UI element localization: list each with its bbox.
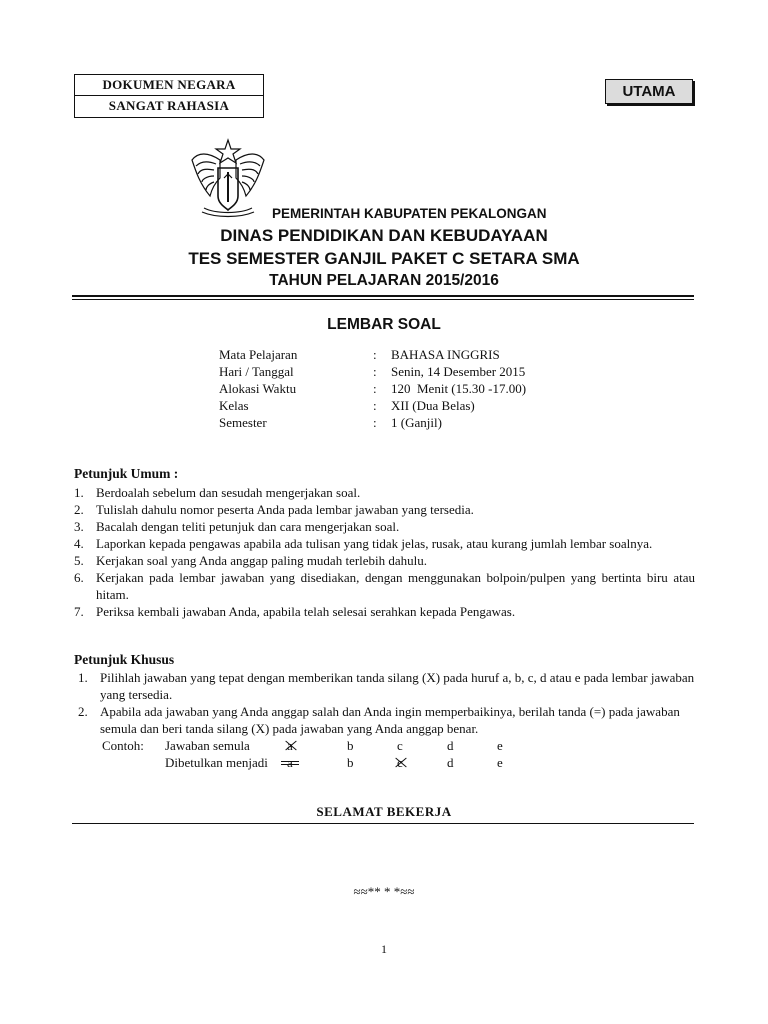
- list-item: [74, 552, 695, 569]
- option-a-struck: a: [287, 755, 293, 770]
- info-label: Mata Pelajaran: [219, 347, 298, 362]
- item-number: 3.: [74, 519, 84, 534]
- classification-line-2: SANGAT RAHASIA: [75, 95, 263, 116]
- general-instructions-list: [74, 484, 695, 620]
- info-separator: :: [373, 381, 377, 396]
- info-label: Hari / Tanggal: [219, 364, 294, 379]
- test-title: TES SEMESTER GANJIL PAKET C SETARA SMA: [188, 249, 580, 268]
- info-label: Kelas: [219, 398, 249, 413]
- info-value: BAHASA INGGRIS: [391, 347, 500, 362]
- info-label: Alokasi Waktu: [219, 381, 297, 396]
- info-separator: :: [373, 364, 377, 379]
- item-text: Bacalah dengan teliti petunjuk dan cara mengerjakan soal.: [96, 519, 400, 534]
- info-value: XII (Dua Belas): [391, 398, 475, 413]
- utama-badge: UTAMA: [605, 79, 693, 104]
- list-item: [74, 603, 695, 620]
- info-row: [219, 414, 526, 431]
- item-text: Periksa kembali jawaban Anda, apabila telah selesai serahkan kepada Pengawas.: [96, 604, 516, 619]
- item-text: Laporkan kepada pengawas apabila ada tulisan yang tidak jelas, rusak, atau kurang jumlah lembar soalnya.: [96, 536, 653, 551]
- info-label: Semester: [219, 415, 267, 430]
- item-number: 6.: [74, 570, 84, 585]
- info-row: [219, 363, 526, 380]
- item-number: 2.: [78, 704, 88, 719]
- list-item: [78, 669, 695, 703]
- item-number: 7.: [74, 604, 84, 619]
- list-item: [74, 484, 695, 501]
- item-number: 5.: [74, 553, 84, 568]
- special-instructions-title: Petunjuk Khusus: [74, 652, 175, 667]
- government-name: PEMERINTAH KABUPATEN PEKALONGAN: [272, 206, 547, 221]
- item-text: Pilihlah jawaban yang tepat dengan memberikan tanda silang (X) pada huruf a, b, c, d atau e pada lembar jawaban yang tersedia.: [100, 670, 695, 702]
- option-c: c: [397, 738, 403, 753]
- decorative-divider: ≈≈** * *≈≈: [353, 884, 415, 899]
- general-instructions-title: Petunjuk Umum :: [74, 466, 179, 481]
- item-number: 2.: [74, 502, 84, 517]
- option-c-crossed: c: [397, 755, 403, 770]
- sheet-title: LEMBAR SOAL: [327, 316, 441, 333]
- option-b: b: [347, 738, 354, 753]
- info-row: [219, 380, 526, 397]
- department-name: DINAS PENDIDIKAN DAN KEBUDAYAAN: [220, 226, 548, 245]
- list-item: [74, 569, 695, 603]
- info-value: 120 Menit (15.30 -17.00): [391, 381, 527, 396]
- info-value: 1 (Ganjil): [391, 415, 442, 430]
- item-text: Kerjakan pada lembar jawaban yang disediakan, dengan menggunakan bolpoin/pulpen yang bertinta biru atau hitam.: [96, 570, 695, 602]
- option-e: e: [497, 755, 503, 770]
- example-row-name: Jawaban semula: [165, 738, 250, 753]
- closing-rule: [72, 823, 694, 824]
- list-item: [78, 703, 695, 737]
- example-row-name: Dibetulkan menjadi: [165, 755, 268, 770]
- item-text: Berdoalah sebelum dan sesudah mengerjakan soal.: [96, 485, 361, 500]
- header-rule-thin: [72, 299, 694, 300]
- closing-text: SELAMAT BEKERJA: [316, 804, 452, 819]
- info-separator: :: [373, 398, 377, 413]
- item-text: Kerjakan soal yang Anda anggap paling mudah terlebih dahulu.: [96, 553, 428, 568]
- classification-box: [74, 74, 264, 118]
- classification-line-1: DOKUMEN NEGARA: [102, 77, 236, 92]
- list-item: [74, 518, 695, 535]
- info-separator: :: [373, 415, 377, 430]
- option-d: d: [447, 738, 454, 753]
- item-number: 1.: [78, 670, 88, 685]
- special-instructions-list: [78, 669, 695, 737]
- page-number: 1: [381, 942, 387, 956]
- example-label: Contoh:: [102, 738, 144, 753]
- list-item: [74, 501, 695, 518]
- list-item: [74, 535, 695, 552]
- example-row-corrected: [102, 754, 547, 771]
- item-number: 1.: [74, 485, 84, 500]
- answer-example: [102, 737, 547, 771]
- header-rule-thick: [72, 295, 694, 297]
- option-d: d: [447, 755, 454, 770]
- info-row: [219, 397, 526, 414]
- option-b: b: [347, 755, 354, 770]
- item-number: 4.: [74, 536, 84, 551]
- academic-year: TAHUN PELAJARAN 2015/2016: [269, 272, 499, 289]
- item-text: Tulislah dahulu nomor peserta Anda pada lembar jawaban yang tersedia.: [96, 502, 474, 517]
- item-text: Apabila ada jawaban yang Anda anggap salah dan Anda ingin memperbaikinya, berilah tanda (=) pada jawaban semula dan beri tanda silang (X) pada jawaban yang Anda anggap benar.: [100, 704, 680, 736]
- exam-info: [219, 346, 526, 431]
- example-row-original: [102, 737, 547, 754]
- info-separator: :: [373, 347, 377, 362]
- option-e: e: [497, 738, 503, 753]
- option-a-crossed: a: [287, 738, 293, 753]
- regency-emblem-icon: [190, 138, 266, 218]
- info-value: Senin, 14 Desember 2015: [391, 364, 526, 379]
- info-row: [219, 346, 526, 363]
